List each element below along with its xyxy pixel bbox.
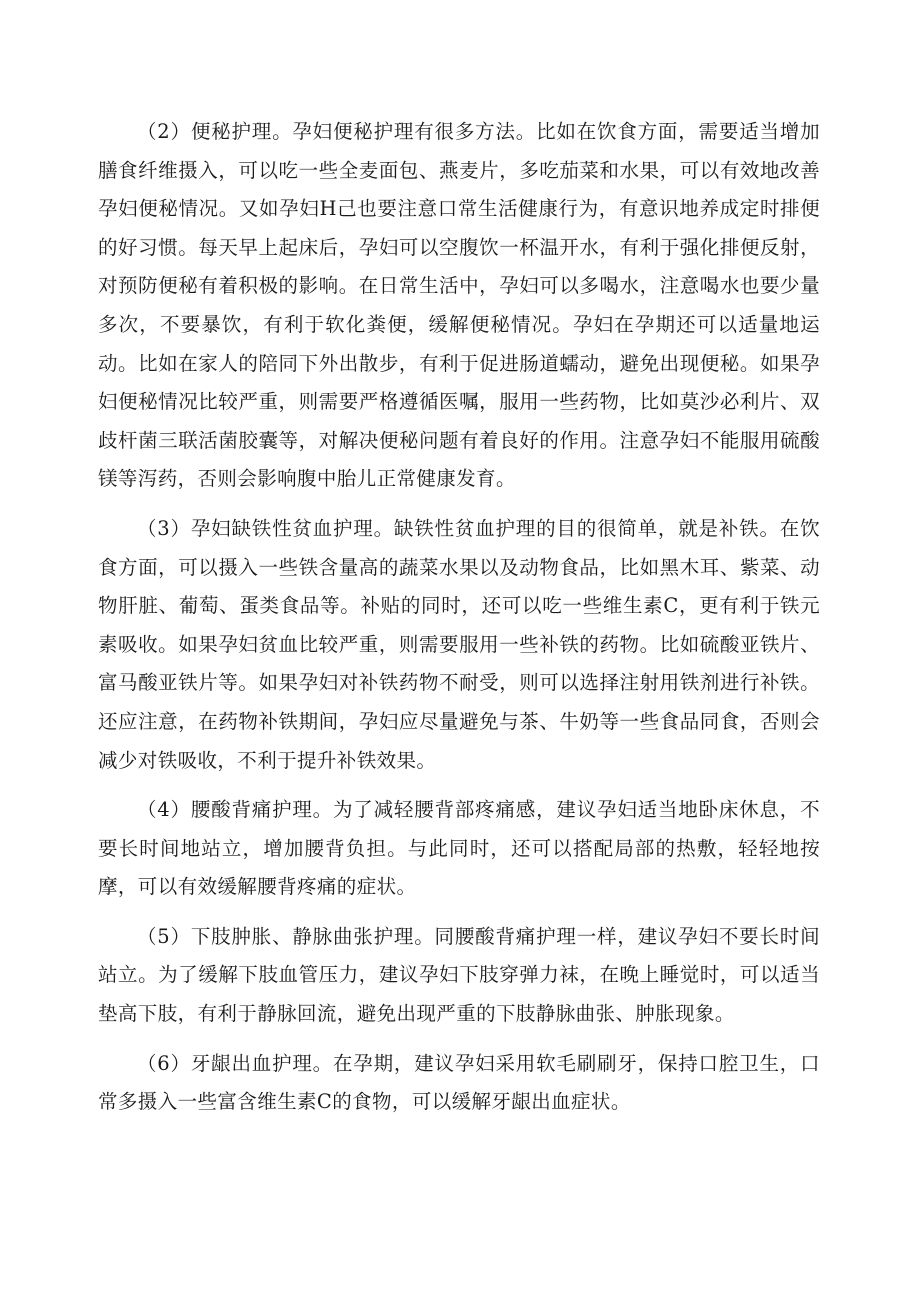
paragraph-gum-bleeding-care: （6）牙龈出血护理。在孕期，建议孕妇采用软毛刷刷牙，保持口腔卫生，口常多摄入一些富含维生素C的食物，可以缓解牙龈出血症状。	[98, 1051, 820, 1114]
document-body	[98, 113, 820, 1122]
paragraph-anemia-care: （3）孕妇缺铁性贫血护理。缺铁性贫血护理的目的很简单，就是补铁。在饮食方面，可以摄入一些铁含量高的蔬菜水果以及动物食品，比如黑木耳、紫菜、动物肝脏、葡萄、蛋类食品等。补贴的同时，还可以吃一些维生素C，更有利于铁元素吸收。如果孕妇贫血比较严重，则需要服用一些补铁的药物。比如硫酸亚铁片、富马酸亚铁片等。如果孕妇对补铁药物不耐受，则可以选择注射用铁剂进行补铁。还应注意，在药物补铁期间，孕妇应尽量避免与茶、牛奶等一些食品同食，否则会减少对铁吸收，不利于提升补铁效果。	[98, 516, 820, 772]
paragraph-constipation-care: （2）便秘护理。孕妇便秘护理有很多方法。比如在饮食方面，需要适当增加膳食纤维摄入，可以吃一些全麦面包、燕麦片，多吃茄菜和水果，可以有效地改善孕妇便秘情况。又如孕妇H己也要注意口常生活健康行为，有意识地养成定时排便的好习惯。每天早上起床后，孕妇可以空腹饮一杯温开水，有利于强化排便反射，对预防便秘有着积极的影响。在日常生活中，孕妇可以多喝水，注意喝水也要少量多次，不要暴饮，有利于软化粪便，缓解便秘情况。孕妇在孕期还可以适量地运动。比如在家人的陪同下外出散步，有利于促进肠道蠕动，避免出现便秘。如果孕妇便秘情况比较严重，则需要严格遵循医嘱，服用一些药物，比如莫沙必利片、双歧杆菌三联活菌胶囊等，对解决便秘问题有着良好的作用。注意孕妇不能服用硫酸镁等泻药，否则会影响腹中胎儿正常健康发育。	[98, 120, 820, 491]
paragraph-back-pain-care: （4）腰酸背痛护理。为了减轻腰背部疼痛感，建议孕妇适当地卧床休息，不要长时间地站立，增加腰背负担。与此同时，还可以搭配局部的热敷，轻轻地按摩，可以有效缓解腰背疼痛的症状。	[98, 798, 820, 899]
paragraph-varicose-veins-care: （5）下肢肿胀、静脉曲张护理。同腰酸背痛护理一样，建议孕妇不要长时间站立。为了缓解下肢血管压力，建议孕妇下肢穿弹力袜，在晚上睡觉时，可以适当垫高下肢，有利于静脉回流，避免出现严重的下肢静脉曲张、肿胀现象。	[98, 924, 820, 1026]
